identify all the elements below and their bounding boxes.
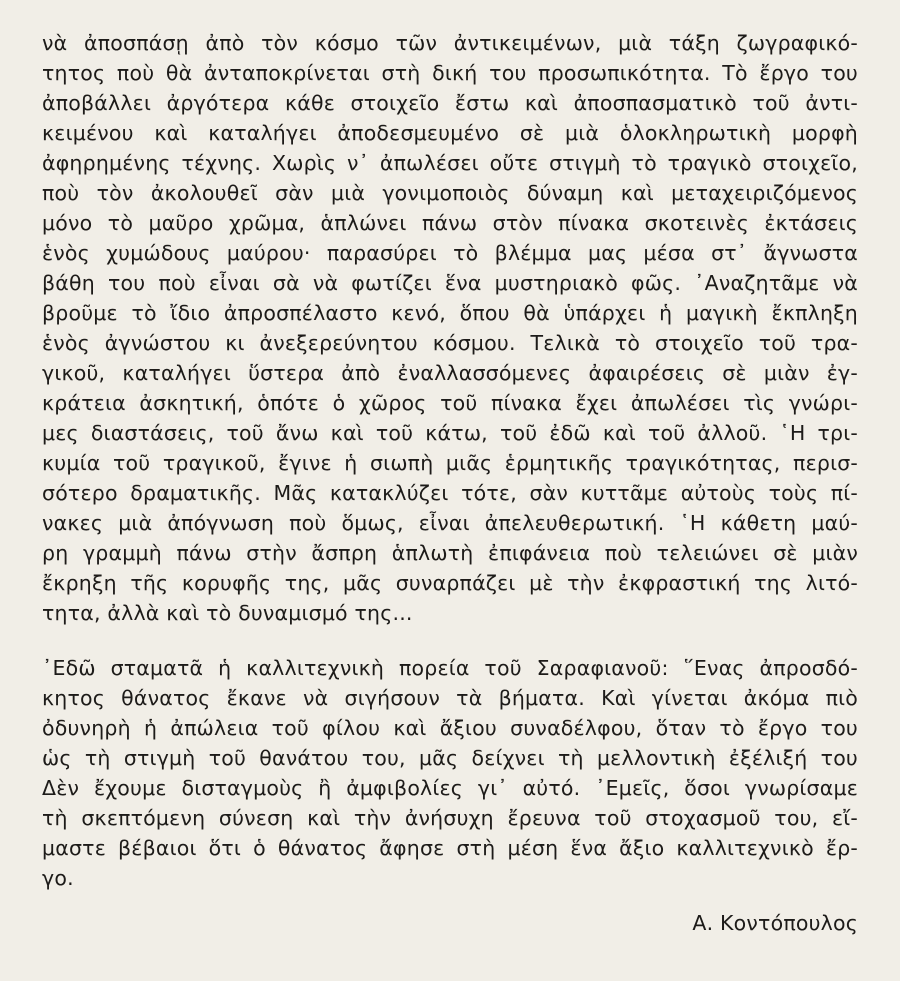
text-line: ὀδυνηρὴ ἡ ἀπώλεια τοῦ φίλου καὶ ἄξιου συναδέλφου, ὅταν τὸ ἔργο του — [42, 716, 858, 740]
text-line: ἀποβάλλει ἀργότερα κάθε στοιχεῖο ἔστω καὶ ἀποσπασματικὸ τοῦ ἀντι- — [42, 91, 858, 115]
text-line: κυμία τοῦ τραγικοῦ, ἔγινε ἡ σιωπὴ μιᾶς ἑρμητικῆς τραγικότητας, περισ- — [42, 451, 858, 475]
text-line: ἑνὸς ἀγνώστου κι ἀνεξερεύνητου κόσμου. Τελικὰ τὸ στοιχεῖο τοῦ τρα- — [42, 331, 858, 355]
text-line: γο. — [42, 866, 74, 890]
text-line: μαστε βέβαιοι ὅτι ὁ θάνατος ἄφησε στὴ μέση ἕνα ἄξιο καλλιτεχνικὸ ἔρ- — [42, 836, 858, 860]
text-line: ἑνὸς χυμώδους μαύρου· παρασύρει τὸ βλέμμα μας μέσα στ᾿ ἄγνωστα — [42, 241, 858, 265]
text-line: ποὺ τὸν ἀκολουθεῖ σὰν μιὰ γονιμοποιὸς δύναμη καὶ μεταχειριζόμενος — [42, 181, 858, 205]
text-line: μες διαστάσεις, τοῦ ἄνω καὶ τοῦ κάτω, τοῦ ἐδῶ καὶ τοῦ ἀλλοῦ. ῾Η τρι- — [42, 421, 858, 445]
text-line: μόνο τὸ μαῦρο χρῶμα, ἁπλώνει πάνω στὸν πίνακα σκοτεινὲς ἐκτάσεις — [42, 211, 858, 235]
text-line: κράτεια ἀσκητική, ὁπότε ὁ χῶρος τοῦ πίνακα ἔχει ἀπωλέσει τὶς γνώρι- — [42, 391, 858, 415]
text-line: τητος ποὺ θὰ ἀνταποκρίνεται στὴ δική του προσωπικότητα. Τὸ ἔργο του — [42, 61, 858, 85]
text-line: ρη γραμμὴ πάνω στὴν ἄσπρη ἁπλωτὴ ἐπιφάνεια ποὺ τελειώνει σὲ μιὰν — [42, 541, 858, 565]
text-line: κειμένου καὶ καταλήγει ἀποδεσμευμένο σὲ μιὰ ὁλοκληρωτικὴ μορφὴ — [42, 121, 858, 145]
text-line: βάθη του ποὺ εἶναι σὰ νὰ φωτίζει ἕνα μυστηριακὸ φῶς. ᾿Αναζητᾶμε νὰ — [42, 271, 858, 295]
text-line: τητα, ἀλλὰ καὶ τὸ δυναμισμό της... — [42, 601, 413, 625]
paragraph-1 — [42, 28, 858, 628]
text-line: γικοῦ, καταλήγει ὕστερα ἀπὸ ἐναλλασσόμενες ἀφαιρέσεις σὲ μιὰν ἐγ- — [42, 361, 858, 385]
text-line: ὡς τὴ στιγμὴ τοῦ θανάτου του, μᾶς δείχνει τὴ μελλοντικὴ ἐξέλιξή του — [42, 746, 858, 770]
text-line: βροῦμε τὸ ἴδιο ἀπροσπέλαστο κενό, ὅπου θὰ ὑπάρχει ἡ μαγικὴ ἔκπληξη — [42, 301, 858, 325]
text-line: ἔκρηξη τῆς κορυφῆς της, μᾶς συναρπάζει μὲ τὴν ἐκφραστική της λιτό- — [42, 571, 858, 595]
paragraph-spacer — [42, 628, 858, 653]
text-line: τὴ σκεπτόμενη σύνεση καὶ τὴν ἀνήσυχη ἔρευνα τοῦ στοχασμοῦ του, εἴ- — [42, 806, 858, 830]
author-signature: Α. Κοντόπουλος — [692, 911, 858, 935]
text-line: κητος θάνατος ἔκανε νὰ σιγήσουν τὰ βήματα. Καὶ γίνεται ἀκόμα πιὸ — [42, 686, 858, 710]
text-line: νακες μιὰ ἀπόγνωση ποὺ ὅμως, εἶναι ἀπελευθερωτική. ῾Η κάθετη μαύ- — [42, 511, 858, 535]
text-line: σότερο δραματικῆς. Μᾶς κατακλύζει τότε, σὰν κυττᾶμε αὐτοὺς τοὺς πί- — [42, 481, 858, 505]
text-line: ἀφηρημένης τέχνης. Χωρὶς ν᾿ ἀπωλέσει οὔτε στιγμὴ τὸ τραγικὸ στοιχεῖο, — [42, 151, 858, 175]
text-line: ᾿Εδῶ σταματᾶ ἡ καλλιτεχνικὴ πορεία τοῦ Σαραφιανοῦ: ῞Ενας ἀπροσδό- — [42, 656, 858, 680]
paragraph-2 — [42, 653, 858, 893]
text-line: νὰ ἀποσπάσῃ ἀπὸ τὸν κόσμο τῶν ἀντικειμένων, μιὰ τάξη ζωγραφικό- — [42, 31, 858, 55]
text-line: Δὲν ἔχουμε δισταγμοὺς ἢ ἀμφιβολίες γι᾿ αὐτό. ᾿Εμεῖς, ὅσοι γνωρίσαμε — [42, 776, 858, 800]
